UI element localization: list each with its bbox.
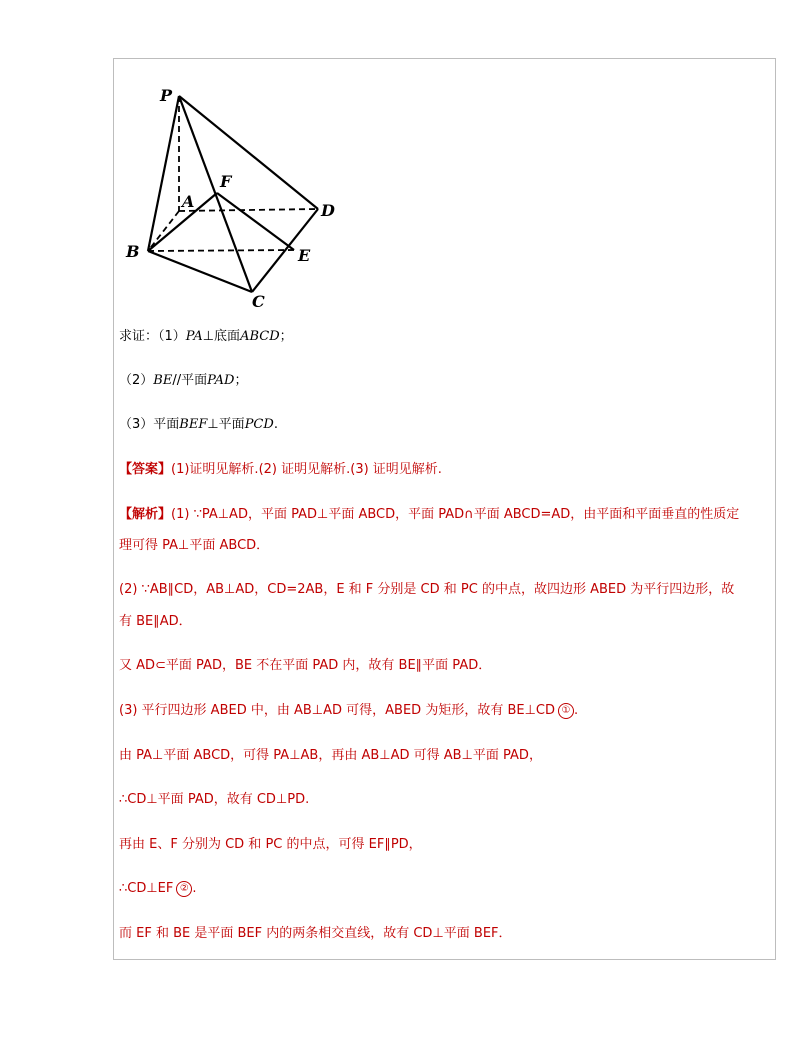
pyramid-figure bbox=[122, 71, 362, 311]
edge-bc bbox=[148, 251, 252, 292]
circled-one: ① bbox=[558, 703, 574, 719]
question-line-1: 求证：（1）PA⊥底面ABCD； bbox=[119, 329, 293, 344]
analysis-tag: 【解析】 bbox=[119, 507, 172, 522]
content-frame bbox=[113, 58, 776, 960]
analysis-line-8: ∴CD⊥EF ② . bbox=[119, 881, 197, 896]
answer-line: 【答案】(1)证明见解析.(2) 证明见解析.(3) 证明见解析. bbox=[119, 462, 442, 477]
label-p: P bbox=[160, 86, 173, 105]
label-c: C bbox=[252, 292, 265, 311]
analysis-line-3: 又 AD⊂平面 PAD，BE 不在平面 PAD 内，故有 BE∥平面 PAD． bbox=[119, 658, 492, 673]
label-e: E bbox=[298, 246, 311, 265]
question-line-3: （3）平面BEF⊥平面PCD. bbox=[119, 417, 278, 432]
label-f: F bbox=[220, 172, 232, 191]
analysis-line-9: 而 EF 和 BE 是平面 BEF 内的两条相交直线，故有 CD⊥平面 BEF． bbox=[119, 926, 512, 941]
analysis-line-4: (3) 平行四边形 ABED 中，由 AB⊥AD 可得，ABED 为矩形，故有 BE⊥CD ① . bbox=[119, 703, 579, 718]
edge-be bbox=[148, 250, 294, 251]
analysis-line-2b: 有 BE∥AD． bbox=[119, 614, 192, 629]
circled-two: ② bbox=[176, 881, 192, 897]
label-a: A bbox=[182, 192, 195, 211]
analysis-line-2a: (2) ∵AB∥CD，AB⊥AD，CD=2AB，E 和 F 分别是 CD 和 PC 的中点，故四边形 ABED 为平行四边形，故 bbox=[119, 582, 735, 597]
answer-tag: 【答案】 bbox=[119, 462, 172, 477]
edge-fe bbox=[217, 193, 294, 250]
analysis-line-1b: 理可得 PA⊥平面 ABCD． bbox=[119, 538, 270, 553]
analysis-line-5: 由 PA⊥平面 ABCD，可得 PA⊥AB，再由 AB⊥AD 可得 AB⊥平面 PAD， bbox=[119, 748, 542, 763]
analysis-line-6: ∴CD⊥平面 PAD，故有 CD⊥PD. bbox=[119, 792, 310, 807]
label-b: B bbox=[126, 242, 140, 261]
label-d: D bbox=[321, 201, 335, 220]
edge-ad bbox=[179, 209, 318, 211]
analysis-line-1a: 【解析】(1) ∵PA⊥AD，平面 PAD⊥平面 ABCD，平面 PAD∩平面 ABCD=AD，由平面和平面垂直的性质定 bbox=[119, 507, 740, 522]
analysis-line-7: 再由 E、F 分别为 CD 和 PC 的中点，可得 EF∥PD， bbox=[119, 837, 422, 852]
question-line-2: （2）BE//平面PAD； bbox=[119, 373, 248, 388]
